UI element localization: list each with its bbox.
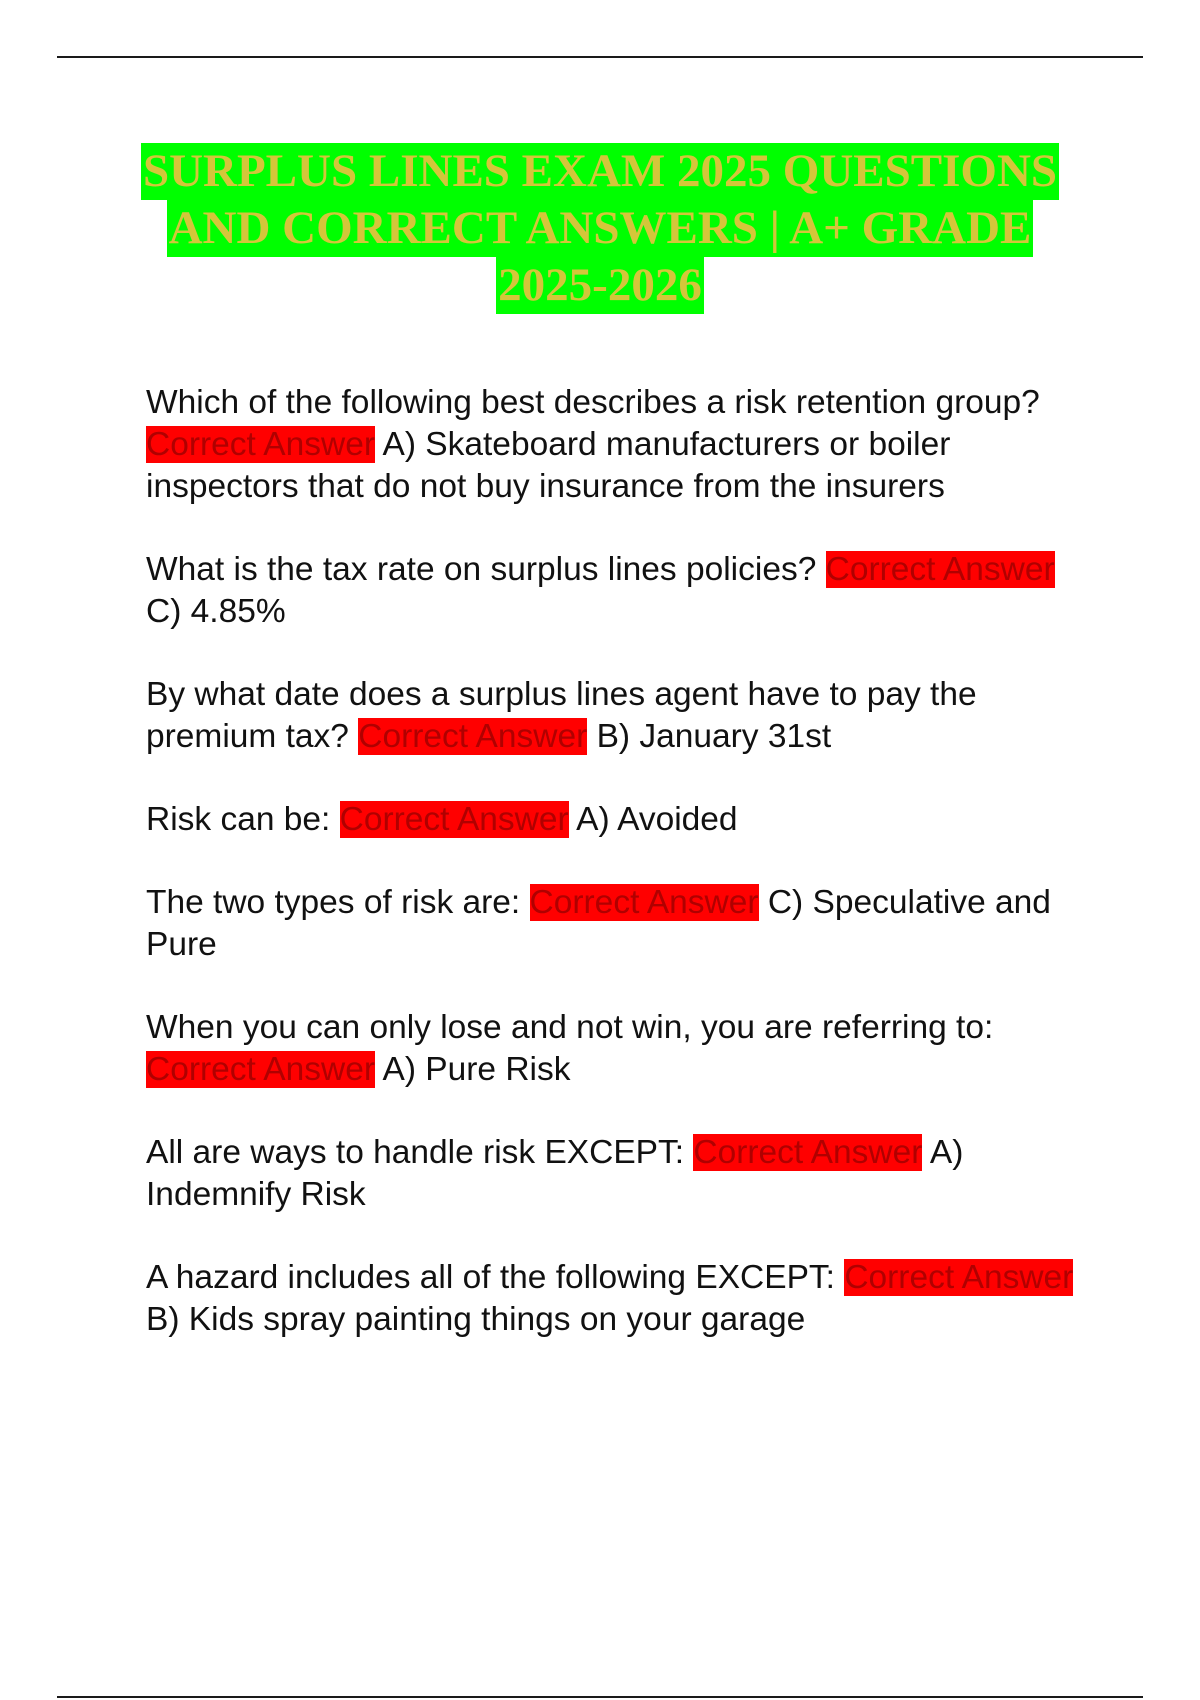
top-rule (57, 56, 1143, 58)
answer-text: B) January 31st (596, 718, 832, 755)
answer-text: A) Pure Risk (382, 1051, 571, 1088)
correct-answer-tag: Correct Answer (358, 718, 588, 755)
question-text: When you can only lose and not win, you are referring to: (146, 1009, 994, 1046)
correct-answer-tag: Correct Answer (146, 1051, 375, 1088)
qa-item (146, 799, 1086, 841)
question-text: A hazard includes all of the following EXCEPT: (146, 1259, 835, 1296)
title-line: 2025-2026 (496, 257, 704, 314)
qa-item (146, 1132, 1086, 1216)
correct-answer-tag: Correct Answer (529, 884, 759, 921)
answer-text: B) Kids spray painting things on your garage (146, 1301, 806, 1338)
question-text: By what date does a surplus lines agent have to pay the premium tax? (146, 676, 977, 755)
question-text: All are ways to handle risk EXCEPT: (146, 1134, 685, 1171)
qa-item (146, 674, 1086, 758)
correct-answer-tag: Correct Answer (844, 1259, 1074, 1296)
qa-item (146, 1007, 1086, 1091)
correct-answer-tag: Correct Answer (693, 1134, 923, 1171)
answer-text: C) 4.85% (146, 593, 286, 630)
qa-item (146, 382, 1086, 508)
qa-list (146, 382, 1086, 1382)
answer-text: A) Avoided (576, 801, 738, 838)
bottom-rule (57, 1696, 1143, 1698)
qa-item (146, 882, 1086, 966)
question-text: Which of the following best describes a risk retention group? (146, 384, 1040, 421)
correct-answer-tag: Correct Answer (146, 426, 375, 463)
title-line: AND CORRECT ANSWERS | A+ GRADE (167, 200, 1034, 257)
correct-answer-tag: Correct Answer (825, 551, 1055, 588)
title-line: SURPLUS LINES EXAM 2025 QUESTIONS (141, 143, 1059, 200)
answer-text: C) Speculative and Pure (146, 884, 1051, 963)
answer-text: A) Skateboard manufacturers or boiler inspectors that do not buy insurance from the insurers (146, 426, 951, 505)
question-text: What is the tax rate on surplus lines policies? (146, 551, 817, 588)
correct-answer-tag: Correct Answer (339, 801, 569, 838)
question-text: The two types of risk are: (146, 884, 521, 921)
answer-text: A) Indemnify Risk (146, 1134, 964, 1213)
document-title (120, 143, 1080, 314)
qa-item (146, 1257, 1086, 1341)
question-text: Risk can be: (146, 801, 331, 838)
qa-item (146, 549, 1086, 633)
